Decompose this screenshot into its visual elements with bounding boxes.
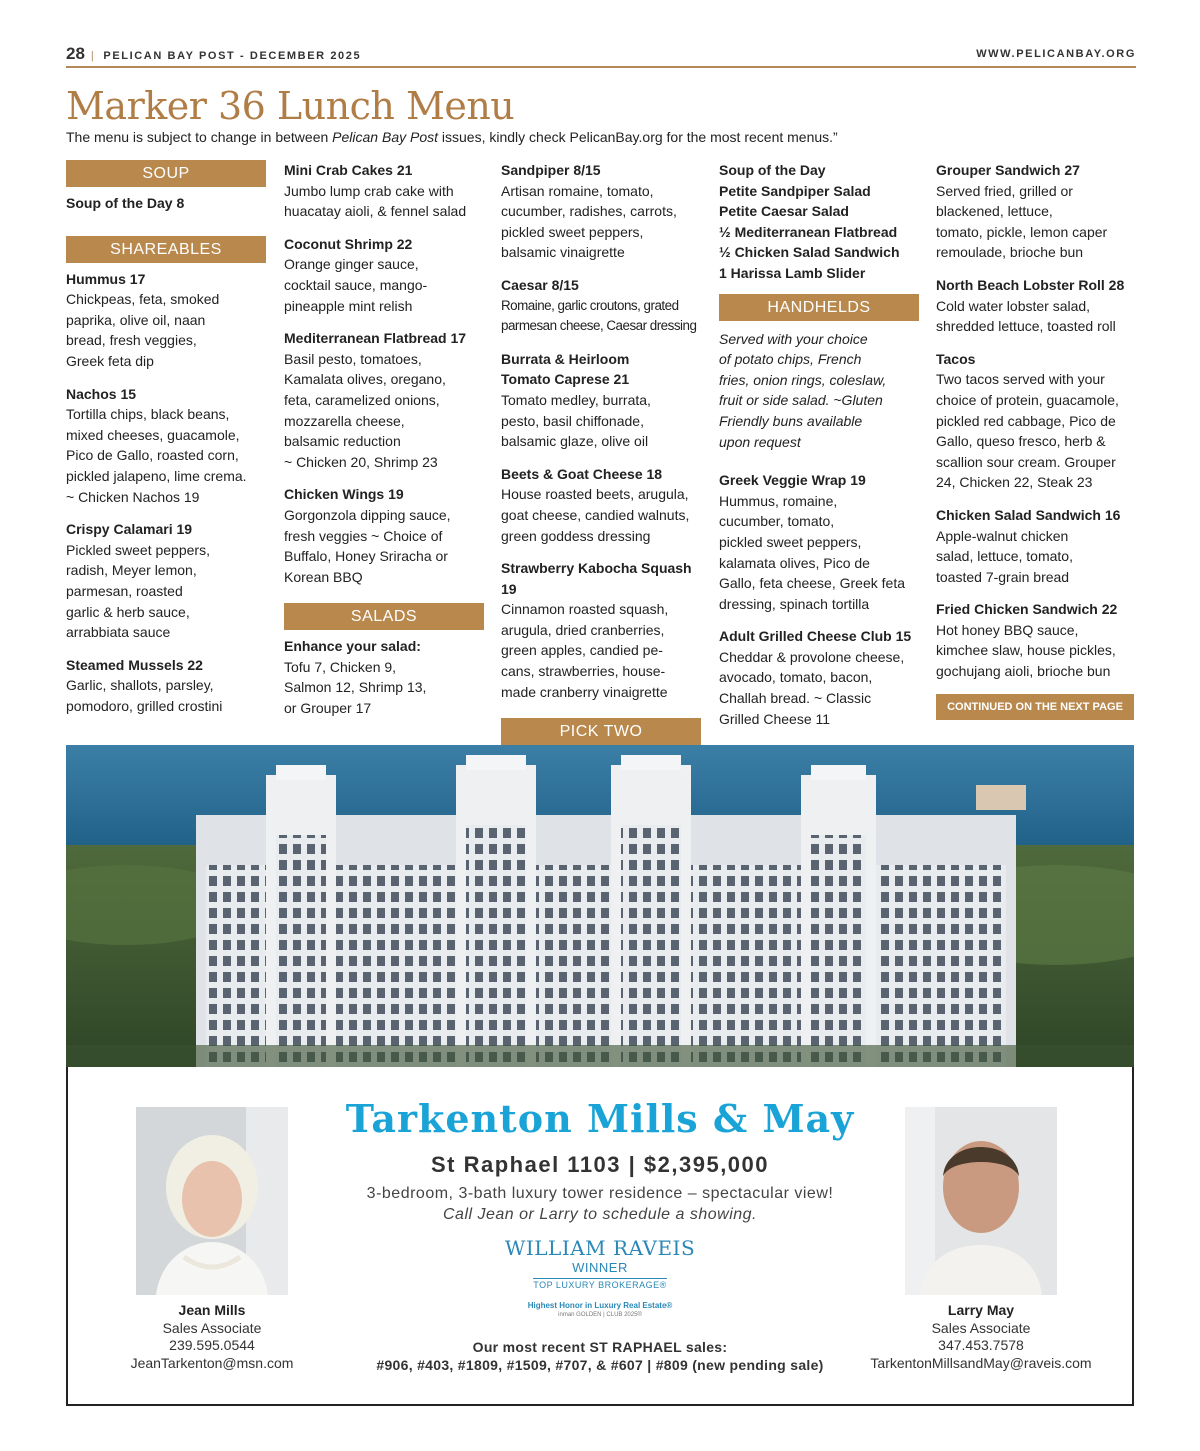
menu-item-desc: Tomato medley, burrata, pesto, basil chiffonade, balsamic glaze, olive oil [501,391,651,450]
menu-item-title: Nachos 15 [66,385,137,402]
menu-item-title: Chicken Salad Sandwich 16 [936,506,1121,523]
menu-column-1 [66,160,266,728]
larry-may-photo [905,1107,1057,1295]
agent-phone[interactable]: 239.595.0544 [169,1337,255,1353]
menu-item-title: Tomato Caprese 21 [501,371,630,388]
continued-banner: CONTINUED ON THE NEXT PAGE [936,694,1134,720]
menu-item-title: Steamed Mussels 22 [66,656,203,673]
menu-item-desc: Pickled sweet peppers, radish, Meyer lemon, parmesan, roasted garlic & herb sauce, arrabbiata sauce [66,541,210,641]
pick-two-option: 1 Harissa Lamb Slider [719,264,866,281]
menu-item [66,269,266,372]
ad-desc-line: 3-bedroom, 3-bath luxury tower residence – spectacular view! [366,1185,834,1202]
menu-item-title: Burrata & Heirloom [501,350,630,367]
agent-email[interactable]: JeanTarkenton@msn.com [130,1354,294,1371]
menu-item-title: Strawberry Kabocha Squash 19 [501,560,692,597]
salads-list [501,160,701,702]
menu-item-desc: House roasted beets, arugula, goat cheese, candied walnuts, green goddess dressing [501,486,690,544]
menu-item-title: North Beach Lobster Roll 28 [936,276,1125,293]
brokerage-top: TOP LUXURY BROKERAGE® [533,1280,667,1290]
brokerage-honor: Highest Honor in Luxury Real Estate® [527,1301,673,1310]
menu-item-desc: Cinnamon roasted squash, arugula, dried cranberries, green apples, candied pe- cans, strawberries, house- made cranberry vinaigrette [501,601,669,700]
menu-item [501,160,701,263]
menu-item-desc: Tortilla chips, black beans, mixed cheeses, guacamole, Pico de Gallo, roasted corn, pickled jalapeno, lime crema. ~ Chicken Nachos 19 [66,406,247,505]
menu-item-desc: Cheddar & provolone cheese, avocado, tomato, bacon, Challah bread. ~ Classic Grilled Cheese 11 [719,648,905,727]
menu-item [936,505,1136,587]
menu-item-desc: Garlic, shallots, parsley, pomodoro, grilled crostini [66,677,223,714]
recent-sales [300,1338,900,1374]
menu-note: The menu is subject to change in between Pelican Bay Post issues, kindly check PelicanBay.org for the most recent menus.” [66,129,838,145]
menu-item [66,384,266,508]
menu-item-title: Caesar 8/15 [501,276,579,293]
pick-two-options [719,160,919,284]
handhelds-list [719,470,919,729]
page-header [66,44,1136,68]
menu-item [66,655,266,717]
pick-two-option: ½ Chicken Salad Sandwich [719,244,900,261]
brokerage-logo [420,1236,780,1318]
enhance-salad-desc: Tofu 7, Chicken 9, Salmon 12, Shrimp 13, or Grouper 17 [284,658,427,717]
salads-heading: SALADS [284,603,484,630]
header-left: 28 | PELICAN BAY POST - DECEMBER 2025 [66,44,362,63]
menu-item-desc: Chickpeas, feta, smoked paprika, olive oil, naan bread, fresh veggies, Greek feta dip [66,291,220,369]
menu-item-title: Adult Grilled Cheese Club 15 [719,628,912,645]
soup-item: Soup of the Day 8 [66,195,185,211]
agent-email[interactable]: TarkentonMillsandMay@raveis.com [870,1354,1092,1371]
shareables-heading: SHAREABLES [66,236,266,263]
pick-two-option: ½ Mediterranean Flatbread [719,223,898,240]
pick-two-option: Petite Caesar Salad [719,203,849,220]
ad-title: Tarkenton Mills & May [345,1096,855,1141]
agent-role: Sales Associate [162,1319,262,1336]
ad-description [300,1183,900,1225]
menu-item [284,160,484,222]
pick-two-heading: PICK TWO [501,718,701,745]
menu-item-desc: Jumbo lump crab cake with huacatay aioli, & fennel salad [284,182,467,220]
pick-two-option: Soup of the Day [719,162,826,178]
menu-item [501,558,701,702]
jean-mills-photo [136,1107,288,1295]
menu-item [284,484,484,587]
menu-item-desc: Served fried, grilled or blackened, lettuce, tomato, pickle, lemon caper remoulade, brioche bun [936,182,1108,261]
menu-item-title: Hummus 17 [66,270,146,287]
menu-column-4 [719,160,919,741]
menu-item [936,349,1136,493]
handhelds-note: Served with your choice of potato chips, French fries, onion rings, coleslaw, fruit or side salad. ~Gluten Friendly buns available upon request [719,330,887,450]
menu-item-desc: Artisan romaine, tomato, cucumber, radishes, carrots, pickled sweet peppers, balsamic vinaigrette [501,182,677,261]
menu-item-title: Chicken Wings 19 [284,486,404,503]
brokerage-winner: WINNER [572,1260,628,1275]
menu-item-title: Grouper Sandwich 27 [936,162,1080,178]
menu-item-desc: Basil pesto, tomatoes, Kamalata olives, oregano, feta, caramelized onions, mozzarella cheese, balsamic reduction ~ Chicken 20, Shrimp 23 [284,350,446,470]
menu-item-title: Greek Veggie Wrap 19 [719,472,866,489]
menu-item-desc: Romaine, garlic croutons, grated parmesan cheese, Caesar dressing [501,297,697,334]
menu-item-title: Sandpiper 8/15 [501,162,601,178]
inman-badge: inman GOLDEN | CLUB 2025® [558,1312,642,1318]
menu-column-3 [501,160,701,772]
menu-title: Marker 36 Lunch Menu [66,84,515,128]
website-link[interactable]: WWW.PELICANBAY.ORG [976,48,1136,60]
menu-item-desc: Gorgonzola dipping sauce, fresh veggies ~ Choice of Buffalo, Honey Sriracha or Korean BBQ [284,506,451,585]
recent-sales-list: #906, #403, #1809, #1509, #707, & #607 | #809 (new pending sale) [376,1357,824,1373]
soup-heading: SOUP [66,160,266,187]
menu-item [936,160,1136,263]
recent-sales-label: Our most recent ST RAPHAEL sales: [472,1339,728,1355]
agent-phone[interactable]: 347.453.7578 [938,1337,1024,1353]
ad-call-line: Call Jean or Larry to schedule a showing. [443,1206,757,1223]
menu-item-title: Fried Chicken Sandwich 22 [936,601,1118,618]
pick-two-option: Petite Sandpiper Salad [719,182,871,199]
shareables-list-continued [284,160,484,587]
menu-item-desc: Hummus, romaine, cucumber, tomato, pickled sweet peppers, kalamata olives, Pico de Gallo, feta cheese, Greek feta dressing, spinach tortilla [719,492,905,612]
menu-item-title: Beets & Goat Cheese 18 [501,465,663,482]
menu-item-title: Mini Crab Cakes 21 [284,162,413,178]
menu-column-2 [284,160,484,731]
page-number: 28 [66,44,85,63]
menu-item [501,275,701,337]
handhelds-list-continued [936,160,1136,682]
larry-may-info [866,1302,1096,1372]
building-photo [66,745,1134,1067]
publication-name: PELICAN BAY POST - DECEMBER 2025 [103,50,362,62]
menu-item [66,519,266,643]
menu-item [936,599,1136,681]
agent-name: Larry May [947,1302,1015,1318]
menu-item-title: Mediterranean Flatbread 17 [284,330,467,347]
agent-name: Jean Mills [178,1302,246,1318]
menu-item-desc: Hot honey BBQ sauce, kimchee slaw, house pickles, gochujang aioli, brioche bun [936,621,1116,680]
menu-item-title: Tacos [936,350,976,367]
menu-item-desc: Apple-walnut chicken salad, lettuce, tomato, toasted 7-grain bread [936,527,1073,585]
menu-item [284,234,484,316]
brokerage-name: WILLIAM RAVEIS [504,1236,696,1260]
menu-item [936,275,1136,337]
jean-mills-info [97,1302,327,1372]
menu-item [719,626,919,729]
menu-item-desc: Orange ginger sauce, cocktail sauce, mango- pineapple mint relish [284,256,428,314]
agent-role: Sales Associate [931,1319,1031,1336]
menu-item [501,349,701,452]
shareables-list [66,269,266,717]
menu-item [719,470,919,614]
menu-item-desc: Two tacos served with your choice of protein, guacamole, pickled red cabbage, Pico de Gallo, queso fresco, herb & scallion sour cream. Grouper 24, Chicken 22, Steak 23 [936,371,1119,491]
menu-item-desc: Cold water lobster salad, shredded lettuce, toasted roll [936,297,1116,335]
ad-price-line: St Raphael 1103 | $2,395,000 [430,1152,770,1177]
menu-item-title: Coconut Shrimp 22 [284,235,413,252]
menu-item [284,328,484,472]
menu-column-5 [936,160,1136,720]
menu-item [501,464,701,546]
enhance-salad-title: Enhance your salad: [284,638,421,655]
menu-item-title: Crispy Calamari 19 [66,521,193,538]
handhelds-heading: HANDHELDS [719,294,919,321]
